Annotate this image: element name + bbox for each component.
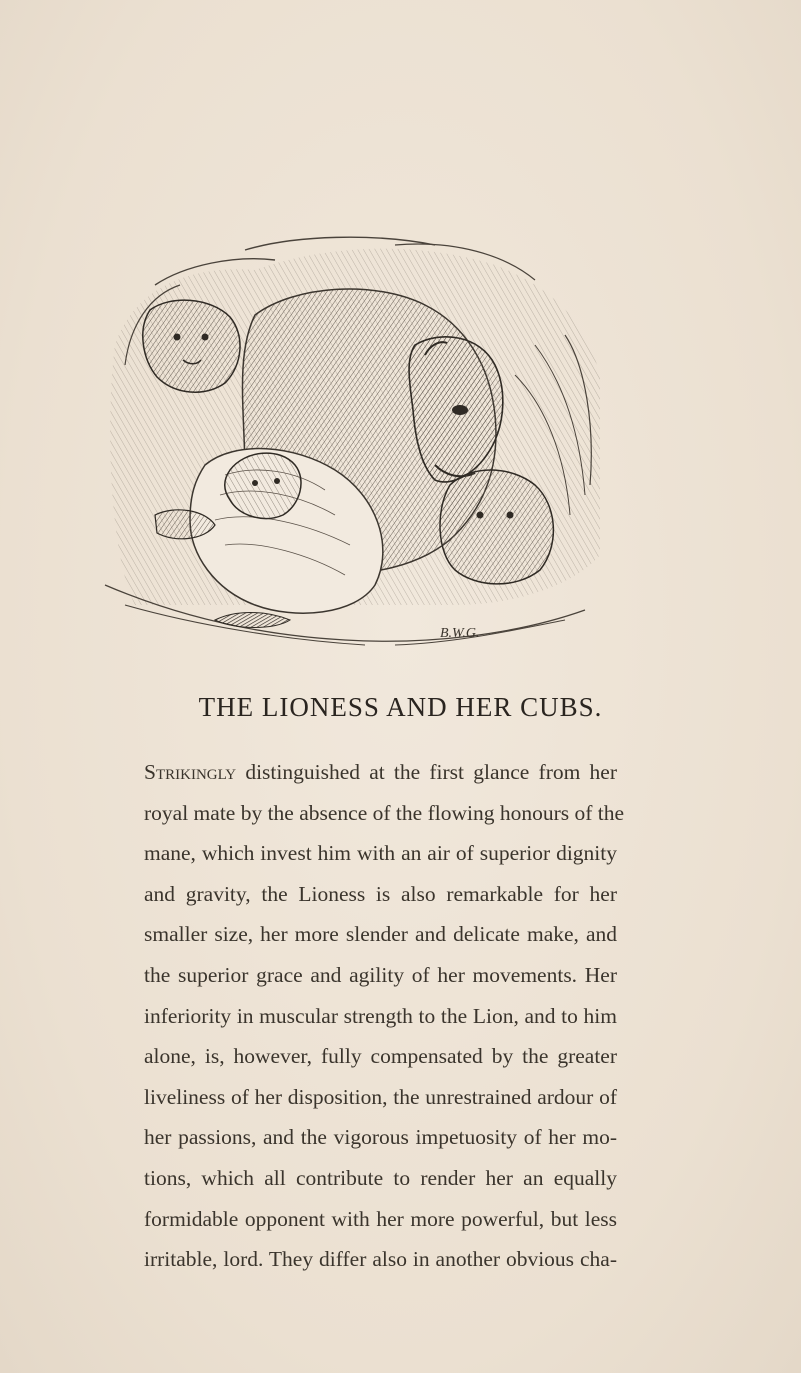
lead-word: Strikingly xyxy=(144,760,237,784)
text-line: mane, which invest him with an air of superior dignity xyxy=(144,841,617,866)
text-line: liveliness of her disposition, the unrestrained ardour of xyxy=(144,1084,617,1109)
cub-upper-left xyxy=(143,300,240,392)
text-line: smaller size, her more slender and delicate make, and xyxy=(144,922,617,947)
text-line: and gravity, the Lioness is also remarkable for her xyxy=(144,881,617,906)
illustration-caption: THE LIONESS AND HER CUBS. xyxy=(198,692,603,722)
text-line: tions, which all contribute to render her an equally xyxy=(144,1165,617,1190)
text-line: her passions, and the vigorous impetuosity of her mo- xyxy=(144,1125,617,1150)
text-line: irritable, lord. They differ also in another obvious cha- xyxy=(144,1247,617,1272)
text-line: formidable opponent with her more powerful, but less xyxy=(144,1206,617,1231)
cub-right xyxy=(440,470,553,584)
engraver-signature: B.W.G. xyxy=(440,626,480,641)
text-line: alone, is, however, fully compensated by the greater xyxy=(144,1044,617,1069)
text-line: Strikingly distinguished at the first glance from her xyxy=(144,760,617,784)
text-line: the superior grace and agility of her movements. Her xyxy=(144,962,617,987)
text-line: royal mate by the absence of the flowing honours of the xyxy=(144,800,625,825)
text-line: inferiority in muscular strength to the Lion, and to him xyxy=(144,1003,617,1028)
lioness-cubs-engraving xyxy=(95,225,615,670)
body-paragraph xyxy=(144,752,625,1280)
